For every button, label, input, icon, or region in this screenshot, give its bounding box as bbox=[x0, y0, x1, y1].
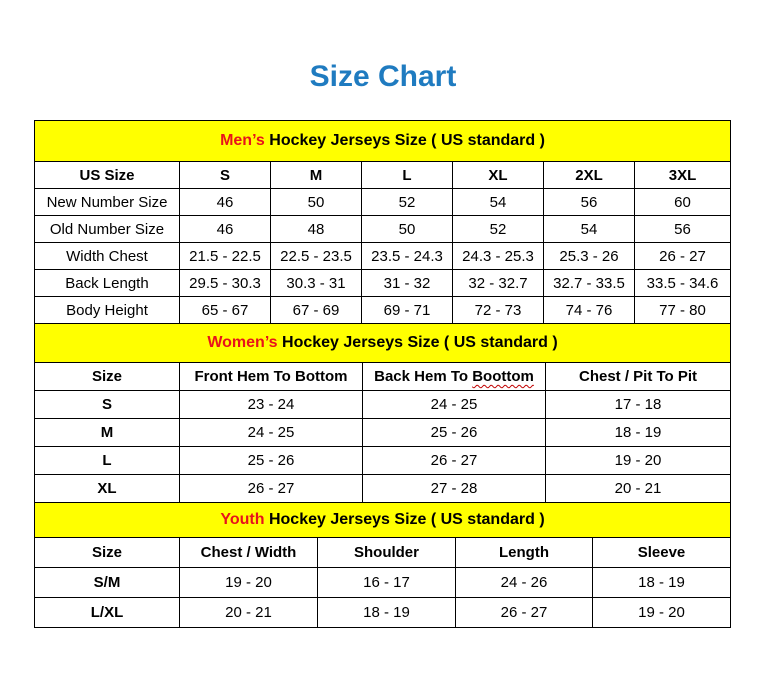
table-cell: 21.5 - 22.5 bbox=[180, 243, 271, 270]
table-cell: 26 - 27 bbox=[635, 243, 731, 270]
row-label: New Number Size bbox=[35, 189, 180, 216]
size-chart bbox=[34, 120, 730, 628]
header-cell: Sleeve bbox=[593, 538, 731, 568]
table-cell: 23 - 24 bbox=[180, 391, 363, 419]
table-row bbox=[35, 475, 731, 503]
table-cell: 26 - 27 bbox=[456, 598, 593, 628]
youth-size-table bbox=[34, 503, 731, 628]
mens-header-row bbox=[35, 162, 731, 189]
table-row bbox=[35, 391, 731, 419]
table-row bbox=[35, 270, 731, 297]
table-cell: 65 - 67 bbox=[180, 297, 271, 324]
youth-banner-accent: Youth bbox=[220, 511, 265, 528]
table-cell: 24.3 - 25.3 bbox=[453, 243, 544, 270]
table-cell: 18 - 19 bbox=[593, 568, 731, 598]
row-label: Old Number Size bbox=[35, 216, 180, 243]
table-cell: 22.5 - 23.5 bbox=[271, 243, 362, 270]
womens-banner-accent: Women’s bbox=[207, 334, 278, 351]
table-cell: 50 bbox=[362, 216, 453, 243]
header-cell: Size bbox=[35, 538, 180, 568]
header-cell: L bbox=[362, 162, 453, 189]
table-cell: 29.5 - 30.3 bbox=[180, 270, 271, 297]
table-cell: 18 - 19 bbox=[546, 419, 731, 447]
table-cell: 72 - 73 bbox=[453, 297, 544, 324]
table-cell: 26 - 27 bbox=[180, 475, 363, 503]
header-cell: Size bbox=[35, 363, 180, 391]
youth-banner bbox=[35, 503, 731, 538]
table-cell: 33.5 - 34.6 bbox=[635, 270, 731, 297]
table-cell: 17 - 18 bbox=[546, 391, 731, 419]
table-cell: 50 bbox=[271, 189, 362, 216]
table-cell: 46 bbox=[180, 189, 271, 216]
table-cell: 77 - 80 bbox=[635, 297, 731, 324]
table-row bbox=[35, 568, 731, 598]
table-cell: 27 - 28 bbox=[363, 475, 546, 503]
table-cell: 16 - 17 bbox=[318, 568, 456, 598]
table-row bbox=[35, 598, 731, 628]
row-label: Body Height bbox=[35, 297, 180, 324]
table-cell: 52 bbox=[362, 189, 453, 216]
womens-size-table bbox=[34, 324, 731, 503]
youth-header-row bbox=[35, 538, 731, 568]
table-cell: 18 - 19 bbox=[318, 598, 456, 628]
mens-banner-accent: Men’s bbox=[220, 132, 265, 149]
table-cell: 48 bbox=[271, 216, 362, 243]
header-cell: S bbox=[180, 162, 271, 189]
row-label: S bbox=[35, 391, 180, 419]
table-cell: 56 bbox=[544, 189, 635, 216]
table-row bbox=[35, 297, 731, 324]
mens-size-table bbox=[34, 120, 731, 324]
table-row bbox=[35, 243, 731, 270]
table-cell: 24 - 26 bbox=[456, 568, 593, 598]
mens-banner-text: Hockey Jerseys Size ( US standard ) bbox=[264, 132, 545, 149]
table-cell: 69 - 71 bbox=[362, 297, 453, 324]
table-cell: 32.7 - 33.5 bbox=[544, 270, 635, 297]
table-cell: 60 bbox=[635, 189, 731, 216]
womens-banner-text: Hockey Jerseys Size ( US standard ) bbox=[277, 334, 558, 351]
table-cell: 19 - 20 bbox=[546, 447, 731, 475]
table-cell: 26 - 27 bbox=[363, 447, 546, 475]
table-cell: 46 bbox=[180, 216, 271, 243]
table-cell: 25 - 26 bbox=[363, 419, 546, 447]
table-cell: 24 - 25 bbox=[180, 419, 363, 447]
row-label: L bbox=[35, 447, 180, 475]
table-row bbox=[35, 189, 731, 216]
womens-banner bbox=[35, 324, 731, 363]
table-cell: 25 - 26 bbox=[180, 447, 363, 475]
header-cell: 3XL bbox=[635, 162, 731, 189]
table-cell: 23.5 - 24.3 bbox=[362, 243, 453, 270]
table-cell: 19 - 20 bbox=[180, 568, 318, 598]
header-cell: Chest / Width bbox=[180, 538, 318, 568]
row-label: L/XL bbox=[35, 598, 180, 628]
header-cell: Chest / Pit To Pit bbox=[546, 363, 731, 391]
misspelled-word: Boottom bbox=[472, 368, 534, 385]
header-cell: XL bbox=[453, 162, 544, 189]
table-cell: 25.3 - 26 bbox=[544, 243, 635, 270]
mens-banner bbox=[35, 121, 731, 162]
womens-header-row bbox=[35, 363, 731, 391]
table-cell: 52 bbox=[453, 216, 544, 243]
table-cell: 30.3 - 31 bbox=[271, 270, 362, 297]
table-cell: 31 - 32 bbox=[362, 270, 453, 297]
table-row bbox=[35, 447, 731, 475]
table-cell: 32 - 32.7 bbox=[453, 270, 544, 297]
header-cell bbox=[363, 363, 546, 391]
header-text: Back Hem To bbox=[374, 368, 473, 385]
table-cell: 20 - 21 bbox=[180, 598, 318, 628]
table-cell: 74 - 76 bbox=[544, 297, 635, 324]
row-label: Back Length bbox=[35, 270, 180, 297]
header-cell: Length bbox=[456, 538, 593, 568]
table-row bbox=[35, 216, 731, 243]
table-cell: 54 bbox=[544, 216, 635, 243]
table-cell: 67 - 69 bbox=[271, 297, 362, 324]
table-cell: 24 - 25 bbox=[363, 391, 546, 419]
table-cell: 54 bbox=[453, 189, 544, 216]
row-label: M bbox=[35, 419, 180, 447]
table-cell: 20 - 21 bbox=[546, 475, 731, 503]
header-cell: M bbox=[271, 162, 362, 189]
row-label: Width Chest bbox=[35, 243, 180, 270]
page-title: Size Chart bbox=[309, 60, 457, 93]
table-cell: 19 - 20 bbox=[593, 598, 731, 628]
header-cell: US Size bbox=[35, 162, 180, 189]
header-cell: Shoulder bbox=[318, 538, 456, 568]
header-cell: Front Hem To Bottom bbox=[180, 363, 363, 391]
youth-banner-text: Hockey Jerseys Size ( US standard ) bbox=[264, 511, 545, 528]
row-label: S/M bbox=[35, 568, 180, 598]
header-cell: 2XL bbox=[544, 162, 635, 189]
table-row bbox=[35, 419, 731, 447]
table-cell: 56 bbox=[635, 216, 731, 243]
row-label: XL bbox=[35, 475, 180, 503]
